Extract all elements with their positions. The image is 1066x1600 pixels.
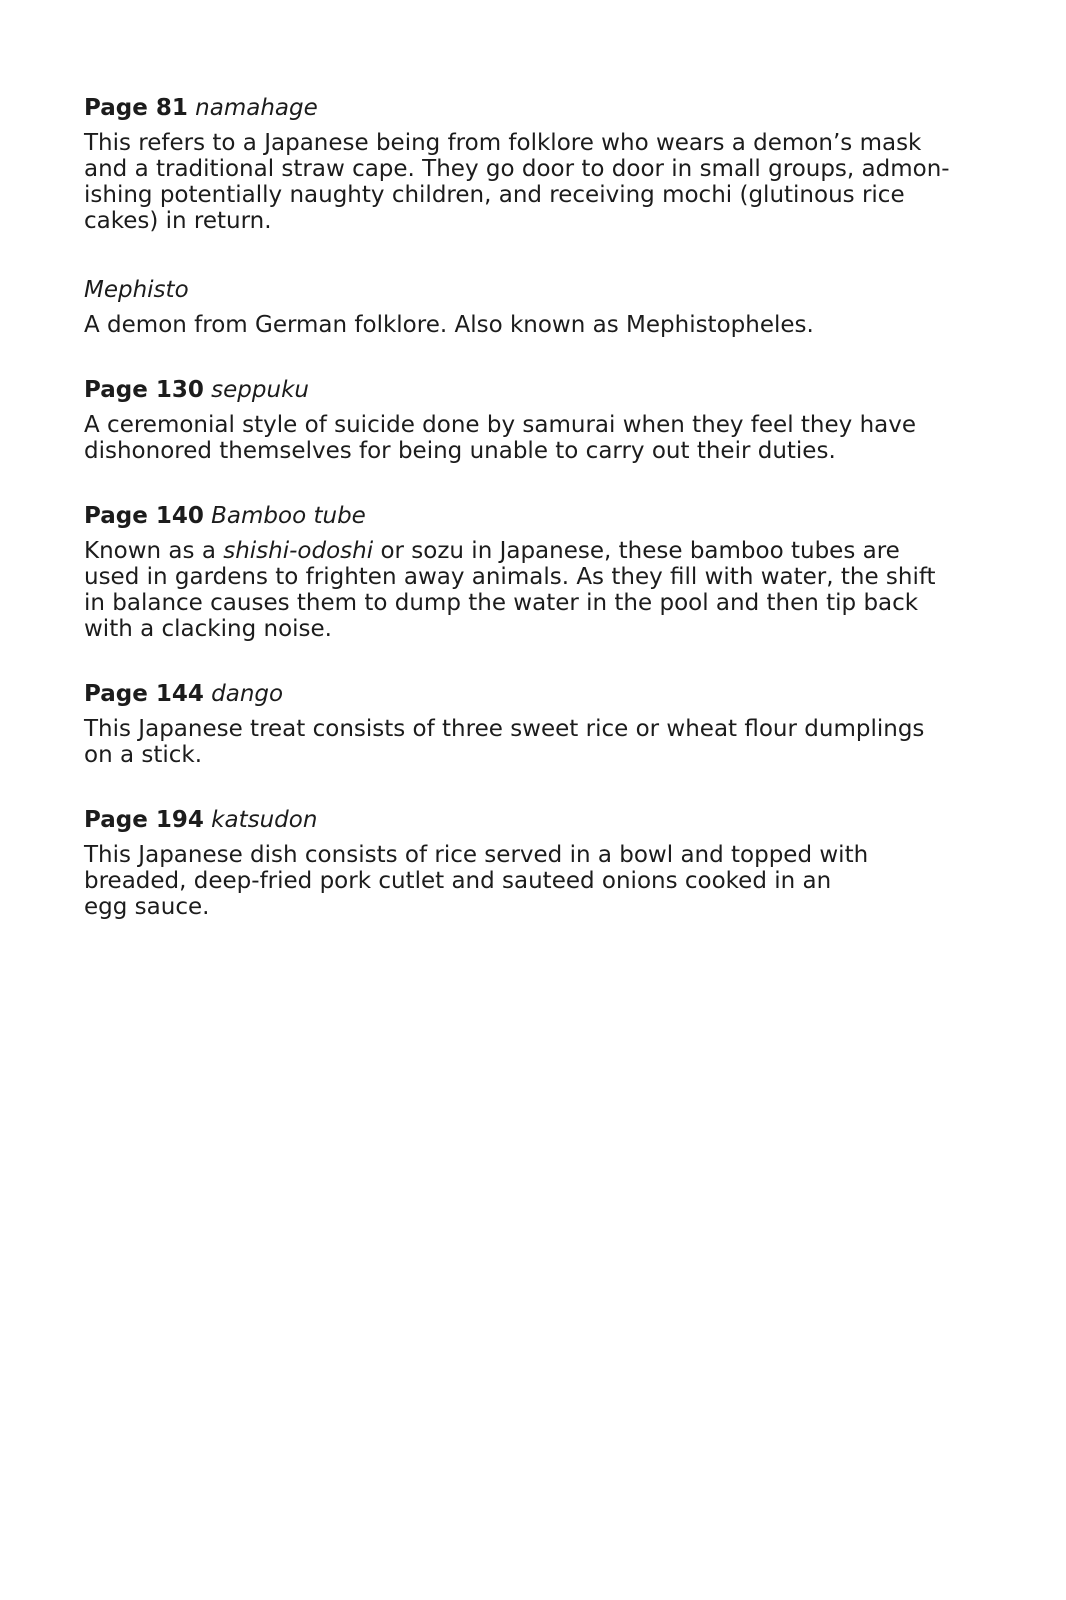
note-body [84,538,984,642]
body-line: This Japanese treat consists of three sweet rice or wheat flour dumplings [84,716,925,742]
term: Mephisto [84,277,189,303]
term: Bamboo tube [211,503,366,529]
body-line: on a stick. [84,742,203,768]
note-namahage [84,92,984,234]
body-line: used in gardens to frighten away animals. As they fill with water, the shift [84,564,936,590]
note-body [84,842,984,920]
note-heading [84,678,984,710]
body-italic-term: shishi-odoshi [223,538,374,564]
note-body [84,130,984,234]
note-heading [84,374,984,406]
body-line: in balance causes them to dump the water in the pool and then tip back [84,590,919,616]
note-heading [84,804,984,836]
note-seppuku [84,374,984,464]
term: namahage [195,95,318,121]
translation-notes-page [84,92,984,956]
body-line: with a clacking noise. [84,616,332,642]
note-bamboo-tube [84,500,984,642]
note-body [84,312,984,338]
body-line: A ceremonial style of suicide done by samurai when they feel they have [84,412,917,438]
body-text: Known as a [84,538,224,564]
page-reference: Page 81 [84,95,188,121]
body-line: cakes) in return. [84,208,272,234]
body-line: breaded, deep-fried pork cutlet and sauteed onions cooked in an [84,868,832,894]
page-reference: Page 140 [84,503,204,529]
body-line: This Japanese dish consists of rice served in a bowl and topped with [84,842,869,868]
page-reference: Page 144 [84,681,204,707]
note-mephisto [84,274,984,338]
page-reference: Page 194 [84,807,204,833]
body-line: and a traditional straw cape. They go door to door in small groups, admon- [84,156,950,182]
page-reference: Page 130 [84,377,204,403]
body-line: egg sauce. [84,894,210,920]
term: seppuku [211,377,309,403]
body-line: dishonored themselves for being unable to carry out their duties. [84,438,836,464]
body-line: ishing potentially naughty children, and receiving mochi (glutinous rice [84,182,905,208]
note-katsudon [84,804,984,920]
term: dango [211,681,284,707]
note-dango [84,678,984,768]
note-heading [84,92,984,124]
note-body [84,412,984,464]
note-heading [84,274,984,306]
term: katsudon [211,807,318,833]
body-text: or sozu in Japanese, these bamboo tubes are [373,538,900,564]
body-line [84,538,900,564]
body-line: This refers to a Japanese being from folklore who wears a demon’s mask [84,130,922,156]
note-body [84,716,984,768]
body-line: A demon from German folklore. Also known as Mephistopheles. [84,312,814,338]
note-heading [84,500,984,532]
